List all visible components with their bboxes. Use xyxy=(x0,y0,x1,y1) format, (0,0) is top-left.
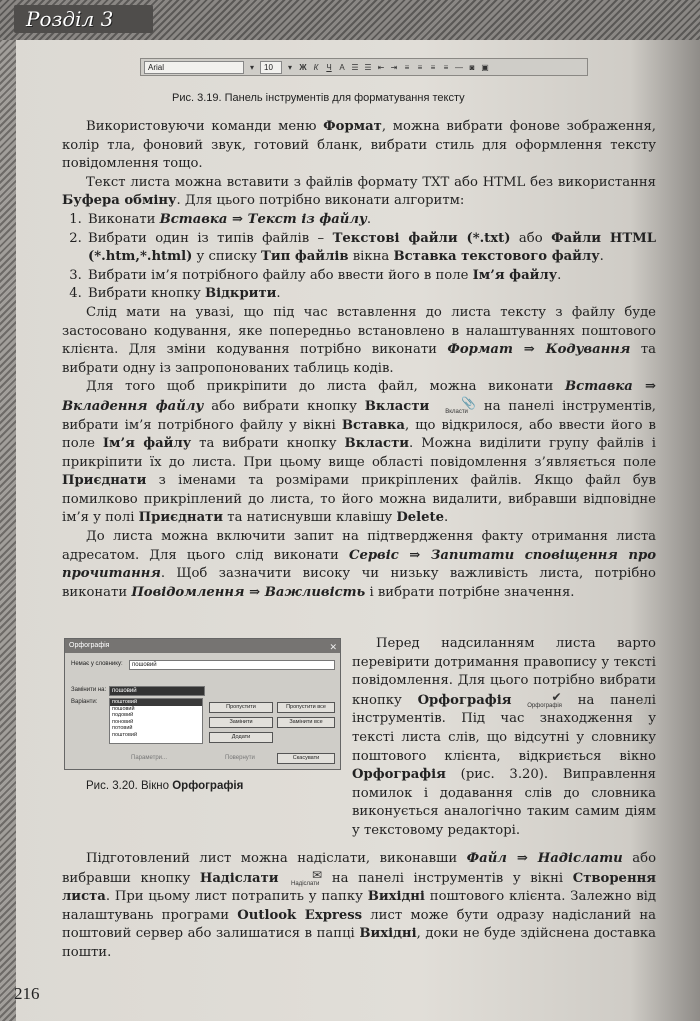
figure-caption-3-19: Рис. 3.19. Панель інструментів для форматування тексту xyxy=(172,92,465,104)
not-in-dictionary-label: Немає у словнику: xyxy=(71,661,123,667)
margin-strip xyxy=(0,40,16,1021)
font-size-select[interactable]: 10 xyxy=(260,61,282,74)
skip-button[interactable]: Пропустити xyxy=(209,702,273,713)
variants-list[interactable] xyxy=(109,698,203,744)
increase-indent-icon[interactable]: ⇥ xyxy=(390,62,398,72)
page-number: 216 xyxy=(14,984,40,1003)
text-block-right xyxy=(352,635,656,841)
hyperlink-icon[interactable]: ◙ xyxy=(469,62,475,72)
bold-icon[interactable]: Ж xyxy=(299,62,307,72)
paragraph: Використовуючи команди меню Формат, можна вибрати фонове зображення, колір тла, фоновий звук, готовий бланк, вибрати стиль для оформлення тексту повідомлення тощо. xyxy=(62,119,656,172)
send-button-icon[interactable]: ✉ Надіслати xyxy=(288,869,322,888)
skip-all-button[interactable]: Пропустити все xyxy=(277,702,335,713)
underline-icon[interactable]: Ч xyxy=(326,62,332,72)
align-center-icon[interactable]: ≡ xyxy=(417,62,423,72)
font-color-icon[interactable]: A xyxy=(339,62,345,72)
list-item: 2. Вибрати один із типів файлів – Текстові файли (*.txt) або Файли HTML (*.htm,*.html) у списку Тип файлів вікна Вставка текстового файлу. xyxy=(86,230,656,267)
text-block-bottom xyxy=(62,850,656,963)
not-in-dictionary-field: пошовий xyxy=(129,660,335,670)
list-item[interactable]: поштовий xyxy=(110,699,202,706)
paragraph: Текст листа можна вставити з файлів формату TXT або HTML без використання Буфера обміну. Для цього потрібно виконати алгоритм: xyxy=(62,174,656,209)
text-block-main xyxy=(62,118,656,602)
align-right-icon[interactable]: ≡ xyxy=(430,62,436,72)
justify-icon[interactable]: ≡ xyxy=(443,62,449,72)
list-item: 3. Вибрати ім’я потрібного файлу або ввести його в поле Ім’я файлу. xyxy=(86,267,656,286)
paragraph: Слід мати на увазі, що під час вставлення до листа тексту з файлу буде застосовано кодування, яке попередньо встановлено в налаштуваннях поштового клієнта. Для зміни кодування потрібно виконати Формат ⇒ Кодування та вибрати одну із запропонованих таблиць кодів. xyxy=(62,304,656,376)
formatting-toolbar-figure xyxy=(140,58,588,76)
list-item[interactable]: потовий xyxy=(112,725,133,731)
insert-picture-icon[interactable]: ▣ xyxy=(481,62,489,72)
list-item: 1. Виконати Вставка ⇒ Текст із файлу. xyxy=(86,211,656,230)
numbered-list-icon[interactable]: ☰ xyxy=(351,62,359,72)
paragraph: До листа можна включити запит на підтвердження факту отримання листа адресатом. Для цього слід виконати Сервіс ⇒ Запитати сповіщення про прочитання. Щоб зазначити високу чи низьку важливість листа, потрібно виконати Повідомлення ⇒ Важливість і вибрати потрібне значення. xyxy=(62,529,656,600)
replace-button[interactable]: Замінити xyxy=(209,717,273,728)
add-button[interactable]: Додати xyxy=(209,732,273,743)
options-button[interactable]: Параметри... xyxy=(131,755,168,761)
paperclip-icon: 📎 xyxy=(461,395,477,410)
chevron-down-icon: ▾ xyxy=(287,62,292,72)
spelling-button-icon[interactable]: ✔ Орфографія xyxy=(527,689,562,709)
replace-all-button[interactable]: Замінити все xyxy=(277,717,335,728)
horizontal-line-icon[interactable]: — xyxy=(455,62,463,72)
dialog-title-bar xyxy=(65,639,340,653)
paragraph: Для того щоб прикріпити до листа файл, можна виконати Вставка ⇒ Вкладення файлу або вибрати кнопку Вкласти 📎 Вкласти на панелі інструментів, вибрати ім’я потрібного файлу у вікні Вставка, що відкрилося, або ввести його в поле Ім’я файлу та вибрати кнопку Вкласти. Можна виділити групу файлів і прикріпити їх до листа. При цьому вище області повідомлення з’являється поле Приєднати з іменами та розмірами прикріплених файлів. Якщо файл був помилково прикріплений до листа, то його можна видалити, вибравши відповідне ім’я у полі Приєднати та натиснувши клавішу Delete. xyxy=(62,379,656,526)
paragraph: Перед надсиланням листа варто перевірити дотримання правопису у тексті повідомлення. Для цього потрібно вибрати кнопку Орфографія ✔ Орфографія на панелі інструментів. Під час знаходження у тексті листа слів, що відсутні у словнику поштового клієнта, відкриється вікно Орфографія (рис. 3.20). Виправлення помилок і додавання слів до словника виконується аналогічно таким самим діям у текстовому редакторі. xyxy=(352,636,656,838)
attach-button-icon[interactable]: 📎 Вкласти xyxy=(437,397,476,416)
header-band xyxy=(0,0,700,40)
list-item[interactable]: подовий xyxy=(112,712,134,718)
font-select[interactable]: Arial xyxy=(144,61,244,74)
bullet-list-icon[interactable]: ☰ xyxy=(364,62,372,72)
list-item[interactable]: пошовий xyxy=(112,705,135,712)
spell-check-icon: ✔ xyxy=(551,689,562,704)
algorithm-list xyxy=(62,211,656,304)
list-item[interactable]: поновий xyxy=(112,718,134,725)
send-icon: ✉ xyxy=(312,867,323,882)
close-icon[interactable]: ✕ xyxy=(329,642,337,652)
cancel-button[interactable]: Скасувати xyxy=(277,753,335,764)
undo-button[interactable]: Повернути xyxy=(225,755,255,761)
variants-label: Варіанти: xyxy=(71,699,98,705)
italic-icon[interactable]: К xyxy=(313,62,319,72)
list-item: 4. Вибрати кнопку Відкрити. xyxy=(86,285,656,304)
list-item[interactable]: поштовий xyxy=(112,731,138,738)
decrease-indent-icon[interactable]: ⇤ xyxy=(377,62,385,72)
change-to-label: Замінити на: xyxy=(71,687,107,693)
spelling-dialog-figure xyxy=(64,638,341,770)
align-left-icon[interactable]: ≡ xyxy=(404,62,410,72)
paragraph: Підготовлений лист можна надіслати, виконавши Файл ⇒ Надіслати або вибравши кнопку Надіслати ✉ Надіслати на панелі інструментів у вікні Створення листа. При цьому лист потрапить у папку Вихідні поштового клієнта. Залежно від налаштувань програми Outlook Express лист може бути одразу надісланий на поштовий сервер або залишатися в папці Вихідні, доки не буде здійснена доставка пошти. xyxy=(62,851,657,960)
chevron-down-icon: ▾ xyxy=(249,62,254,72)
dialog-title: Орфографія xyxy=(69,642,110,649)
change-to-input[interactable]: пошовий xyxy=(109,686,205,696)
section-label: Розділ 3 xyxy=(14,5,153,33)
figure-caption-3-20: Рис. 3.20. Вікно Орфографія xyxy=(86,780,244,792)
